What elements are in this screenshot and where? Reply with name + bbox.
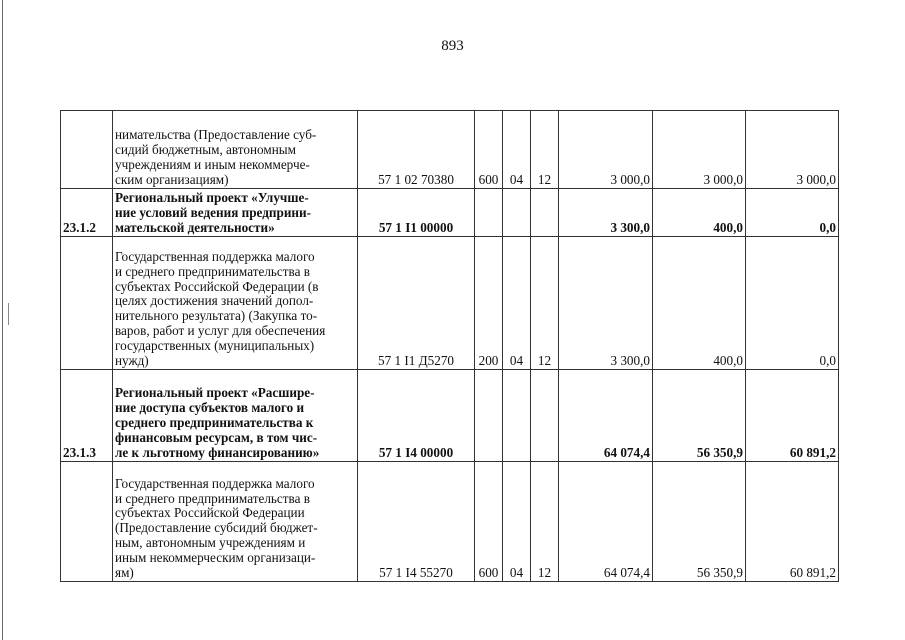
- table-row: [61, 370, 839, 462]
- table-row: [61, 189, 839, 237]
- row-code: 57 1 I4 00000: [358, 370, 475, 462]
- row-name-line: ям): [115, 565, 134, 581]
- row-name-line: ским организациям): [115, 172, 229, 188]
- row-value-1: 3 000,0: [559, 111, 653, 189]
- row-value-2: 400,0: [653, 189, 746, 237]
- row-rz: 04: [503, 462, 531, 582]
- row-name-line: среднего предпринимательства к: [115, 415, 314, 431]
- row-number: 23.1.3: [61, 370, 113, 462]
- row-value-3: 60 891,2: [746, 462, 839, 582]
- row-number: 23.1.2: [61, 189, 113, 237]
- row-value-1: 64 074,4: [559, 462, 653, 582]
- row-name-line: ным, автономным учреждениям и: [115, 535, 306, 551]
- row-value-2: 400,0: [653, 237, 746, 370]
- row-value-2: 56 350,9: [653, 462, 746, 582]
- row-name: [113, 462, 358, 582]
- row-number: [61, 111, 113, 189]
- row-code: 57 1 02 70380: [358, 111, 475, 189]
- row-name-line: субъектах Российской Федерации: [115, 505, 305, 521]
- row-name-line: ле к льготному финансированию»: [115, 445, 320, 461]
- row-name-line: субъектах Российской Федерации (в: [115, 278, 319, 294]
- row-name-line: нимательства (Предоставление суб-: [115, 127, 317, 143]
- row-name: [113, 189, 358, 237]
- row-value-3: 3 000,0: [746, 111, 839, 189]
- row-vr: 600: [475, 462, 503, 582]
- row-rz: [503, 189, 531, 237]
- row-name-line: нужд): [115, 353, 149, 369]
- row-name-line: мательской деятельности»: [115, 220, 275, 236]
- row-name-line: иным некоммерческим организаци-: [115, 550, 316, 566]
- row-rz: [503, 370, 531, 462]
- row-pr: [531, 370, 559, 462]
- row-name-line: и среднего предпринимательства в: [115, 490, 310, 506]
- row-value-1: 3 300,0: [559, 237, 653, 370]
- row-name-line: Государственная поддержка малого: [115, 475, 315, 491]
- row-pr: 12: [531, 111, 559, 189]
- row-name-line: учреждениям и иным некоммерче-: [115, 157, 310, 173]
- row-name: [113, 111, 358, 189]
- row-value-2: 3 000,0: [653, 111, 746, 189]
- margin-mark: [8, 303, 9, 325]
- row-value-1: 64 074,4: [559, 370, 653, 462]
- row-value-3: 0,0: [746, 189, 839, 237]
- row-name-line: нительного результата) (Закупка то-: [115, 308, 318, 324]
- row-name-line: сидий бюджетным, автономным: [115, 142, 296, 158]
- row-pr: [531, 189, 559, 237]
- row-value-3: 60 891,2: [746, 370, 839, 462]
- table-row: [61, 237, 839, 370]
- row-name-line: Государственная поддержка малого: [115, 248, 315, 264]
- budget-table: [60, 110, 839, 582]
- row-code: 57 1 I1 00000: [358, 189, 475, 237]
- row-name: [113, 370, 358, 462]
- row-rz: 04: [503, 237, 531, 370]
- row-code: 57 1 I1 Д5270: [358, 237, 475, 370]
- row-name-line: ние доступа субъектов малого и: [115, 400, 305, 416]
- row-name-line: целях достижения значений допол-: [115, 293, 314, 309]
- row-pr: 12: [531, 462, 559, 582]
- row-name-line: Региональный проект «Улучше-: [115, 190, 309, 206]
- row-name: [113, 237, 358, 370]
- row-value-3: 0,0: [746, 237, 839, 370]
- row-name-line: (Предоставление субсидий бюджет-: [115, 520, 318, 536]
- row-name-line: варов, работ и услуг для обеспечения: [115, 323, 326, 339]
- row-vr: 200: [475, 237, 503, 370]
- row-name-line: финансовым ресурсам, в том чис-: [115, 430, 318, 446]
- page-edge-line: [2, 0, 3, 640]
- row-name-line: и среднего предпринимательства в: [115, 263, 310, 279]
- row-name-line: государственных (муниципальных): [115, 338, 315, 354]
- row-value-1: 3 300,0: [559, 189, 653, 237]
- row-vr: [475, 189, 503, 237]
- row-vr: 600: [475, 111, 503, 189]
- page-number: 893: [441, 38, 464, 54]
- table-row: [61, 111, 839, 189]
- row-name-line: Региональный проект «Расшире-: [115, 385, 315, 401]
- row-code: 57 1 I4 55270: [358, 462, 475, 582]
- row-rz: 04: [503, 111, 531, 189]
- row-number: [61, 462, 113, 582]
- row-name-line: ние условий ведения предприни-: [115, 205, 312, 221]
- row-pr: 12: [531, 237, 559, 370]
- row-vr: [475, 370, 503, 462]
- table-row: [61, 462, 839, 582]
- row-value-2: 56 350,9: [653, 370, 746, 462]
- row-number: [61, 237, 113, 370]
